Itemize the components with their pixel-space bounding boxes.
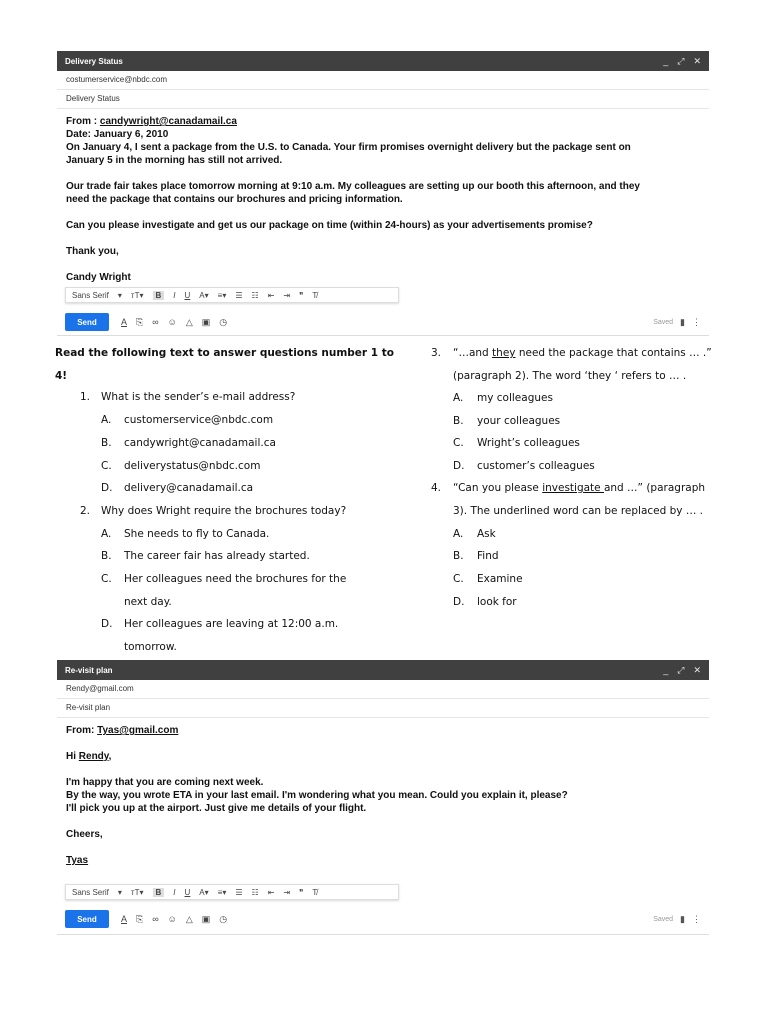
option-text: candywright@canadamail.ca (124, 437, 276, 449)
option-letter: D. (453, 460, 465, 472)
option-text: deliverystatus@nbdc.com (124, 460, 261, 472)
paragraph-1-line-2: January 5 in the morning has still not arrived. (66, 155, 283, 166)
formatting-toolbar (65, 884, 399, 900)
from-address: candywright@canadamail.ca (99, 116, 237, 127)
option-letter: B. (101, 550, 112, 562)
question-1-text: What is the sender’s e-mail address? (101, 391, 296, 403)
underline-icon[interactable]: U (184, 887, 191, 897)
option-letter: C. (453, 573, 464, 585)
indent-more-icon[interactable]: ⇥ (283, 290, 291, 300)
option-text: delivery@canadamail.ca (124, 482, 254, 494)
greeting-name: Rendy (78, 751, 109, 762)
option-text: look for (477, 596, 517, 608)
confidential-icon[interactable]: ◷ (219, 316, 228, 327)
question-4-text (453, 481, 705, 495)
option-letter: A. (101, 414, 112, 426)
email-titlebar (57, 51, 709, 71)
expand-icon[interactable]: ⤢ (677, 55, 685, 66)
body-line-1: I'm happy that you are coming next week. (66, 777, 264, 788)
photo-icon[interactable]: ▣ (201, 316, 211, 327)
instructions-line-2: 4! (55, 370, 68, 382)
option-text-continued: tomorrow. (124, 641, 177, 653)
closing: Cheers, (66, 829, 103, 840)
paragraph-3: Can you please investigate and get us our package on time (within 24-hours) as your advertisements promise? (66, 220, 593, 231)
option-letter: D. (101, 482, 113, 494)
chevron-down-icon[interactable]: ▾ (117, 290, 122, 300)
font-size-icon[interactable]: тT▾ (130, 887, 144, 897)
option-letter: A. (453, 392, 464, 404)
italic-icon[interactable]: I (173, 290, 176, 300)
link-icon[interactable]: ∞ (152, 316, 159, 327)
emoji-icon[interactable]: ☺ (167, 316, 177, 327)
font-size-icon[interactable]: тT▾ (130, 290, 144, 300)
question-3-text (453, 346, 712, 360)
italic-icon[interactable]: I (173, 887, 176, 897)
question-1-number: 1. (80, 391, 91, 403)
indent-more-icon[interactable]: ⇥ (283, 887, 291, 897)
link-icon[interactable]: ∞ (152, 913, 159, 924)
paragraph-2-line-1: Our trade fair takes place tomorrow morning at 9:10 a.m. My colleagues are setting up our booth this afternoon, and they (66, 181, 640, 192)
question-3-text-b: need the package that contains … .” (515, 347, 712, 359)
signature: Candy Wright (66, 272, 131, 283)
email-window-delivery-status (57, 51, 709, 337)
trash-icon[interactable]: ▮ (680, 913, 685, 924)
bold-icon[interactable]: B (153, 291, 165, 300)
greeting-suffix: , (108, 751, 112, 762)
option-letter: B. (453, 415, 464, 427)
underline-icon[interactable]: U (184, 290, 191, 300)
option-letter: A. (453, 528, 464, 540)
paragraph-2-line-2: need the package that contains our brochures and pricing information. (66, 194, 403, 205)
option-letter: D. (101, 618, 113, 630)
photo-icon[interactable]: ▣ (201, 913, 211, 924)
email-window-re-visit-plan (57, 660, 709, 940)
formatting-options-icon[interactable]: A (121, 316, 128, 327)
emoji-icon[interactable]: ☺ (167, 913, 177, 924)
more-options-icon[interactable]: ⋮ (692, 913, 701, 924)
option-text: my colleagues (477, 392, 553, 404)
font-select[interactable]: Sans Serif (72, 290, 109, 300)
closing: Thank you, (66, 246, 119, 257)
attach-icon[interactable]: ⎘ (136, 316, 144, 327)
option-text: She needs to fly to Canada. (124, 528, 270, 540)
indent-less-icon[interactable]: ⇤ (267, 290, 275, 300)
subject-field[interactable]: Delivery Status (57, 90, 709, 109)
email-body[interactable] (57, 109, 709, 284)
saved-status (653, 317, 701, 328)
option-text: Find (477, 550, 499, 562)
minimize-icon[interactable]: _ (663, 665, 669, 675)
option-text: your colleagues (477, 415, 561, 427)
font-select[interactable]: Sans Serif (72, 887, 109, 897)
option-letter: A. (101, 528, 112, 540)
subject-field[interactable]: Re-visit plan (57, 699, 709, 718)
quote-icon[interactable]: ❞ (299, 290, 304, 300)
send-button[interactable]: Send (65, 910, 109, 928)
align-icon[interactable]: ≡▾ (217, 290, 227, 300)
question-3-text-line-2: (paragraph 2). The word ‘they ‘ refers to … . (453, 370, 687, 382)
from-label: From : (66, 116, 100, 127)
formatting-toolbar (65, 287, 399, 303)
greeting-prefix: Hi (66, 751, 79, 762)
minimize-icon[interactable]: _ (663, 56, 669, 66)
email-window-title: Delivery Status (65, 56, 123, 66)
question-4-text-line-2: 3). The underlined word can be replaced by … . (453, 505, 704, 517)
text-color-icon[interactable]: A▾ (199, 290, 209, 300)
numbered-list-icon[interactable]: ☰ (235, 887, 243, 897)
option-letter: B. (453, 550, 464, 562)
question-3-number: 3. (431, 347, 442, 359)
question-2-number: 2. (80, 505, 91, 517)
option-text: Ask (477, 528, 496, 540)
question-3-underlined-word: they (492, 347, 516, 359)
attach-icon[interactable]: ⎘ (136, 913, 144, 924)
question-4-underlined-word: investigate (542, 482, 604, 494)
formatting-options-icon[interactable]: A (121, 913, 128, 924)
align-icon[interactable]: ≡▾ (217, 887, 227, 897)
from-address: Tyas@gmail.com (97, 725, 179, 736)
option-letter: C. (101, 573, 112, 585)
close-icon[interactable]: ✕ (693, 664, 701, 675)
question-4-text-a: “Can you please (453, 482, 543, 494)
question-2-text: Why does Wright require the brochures today? (101, 505, 347, 517)
option-text: Examine (477, 573, 523, 585)
recipient-field[interactable]: costumerservice@nbdc.com (57, 71, 709, 90)
option-letter: B. (101, 437, 112, 449)
compose-actions (121, 317, 227, 328)
text-color-icon[interactable]: A▾ (199, 887, 209, 897)
close-icon[interactable]: ✕ (693, 55, 701, 66)
bold-icon[interactable]: B (153, 888, 165, 897)
email-window-title: Re-visit plan (65, 665, 113, 675)
paragraph-1-line-1: On January 4, I sent a package from the U.S. to Canada. Your firm promises overnight delivery but the package sent on (66, 142, 631, 153)
signature: Tyas (66, 855, 89, 866)
email-titlebar (57, 660, 709, 680)
instructions-line-1: Read the following text to answer questions number 1 to (55, 347, 394, 359)
chevron-down-icon[interactable]: ▾ (117, 887, 122, 897)
saved-label: Saved (653, 915, 674, 923)
option-text-continued: next day. (124, 596, 172, 608)
option-text: Her colleagues are leaving at 12:00 a.m. (124, 618, 339, 630)
date-line: Date: January 6, 2010 (66, 129, 169, 140)
option-letter: C. (453, 437, 464, 449)
bulleted-list-icon[interactable]: ☷ (251, 887, 259, 897)
option-letter: C. (101, 460, 112, 472)
drive-icon[interactable]: △ (185, 913, 193, 924)
question-3-text-a: “…and (453, 347, 493, 359)
from-label: From: (66, 725, 98, 736)
recipient-field[interactable]: Rendy@gmail.com (57, 680, 709, 699)
drive-icon[interactable]: △ (185, 316, 193, 327)
saved-label: Saved (653, 318, 674, 326)
email-body[interactable] (57, 718, 709, 867)
option-text: The career fair has already started. (124, 550, 310, 562)
remove-formatting-icon[interactable]: T̸ (312, 887, 318, 897)
numbered-list-icon[interactable]: ☰ (235, 290, 243, 300)
question-4-number: 4. (431, 482, 442, 494)
remove-formatting-icon[interactable]: T̸ (312, 290, 318, 300)
body-line-3: I'll pick you up at the airport. Just give me details of your flight. (66, 803, 367, 814)
compose-actions (121, 914, 227, 925)
question-4-text-b: and …” (paragraph (603, 482, 706, 494)
option-text: Her colleagues need the brochures for the (124, 573, 347, 585)
confidential-icon[interactable]: ◷ (219, 913, 228, 924)
send-button[interactable]: Send (65, 313, 109, 331)
option-text: customerservice@nbdc.com (124, 414, 274, 426)
quote-icon[interactable]: ❞ (299, 887, 304, 897)
indent-less-icon[interactable]: ⇤ (267, 887, 275, 897)
bulleted-list-icon[interactable]: ☷ (251, 290, 259, 300)
trash-icon[interactable]: ▮ (680, 316, 685, 327)
send-row (65, 909, 701, 929)
body-line-2: By the way, you wrote ETA in your last email. I'm wondering what you mean. Could you explain it, please? (66, 790, 568, 801)
saved-status (653, 914, 701, 925)
option-letter: D. (453, 596, 465, 608)
more-options-icon[interactable]: ⋮ (692, 316, 701, 327)
expand-icon[interactable]: ⤢ (677, 664, 685, 675)
option-text: customer’s colleagues (477, 460, 595, 472)
send-row (65, 312, 701, 332)
option-text: Wright’s colleagues (477, 437, 580, 449)
